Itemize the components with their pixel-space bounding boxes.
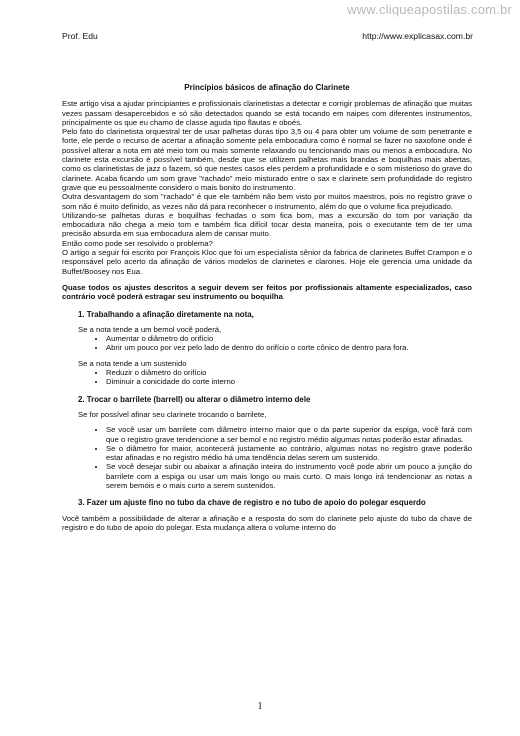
intro-paragraph: O artigo a seguir foi escrito por François Kloc que foi um especialista sênior da fabrica de clarinetes Buffet Crampon e o responsável pelo acerto da afinação de vários modelos de clarinetes e clarones. Hoje ele gerencia uma unidade da Buffet/Boosey nos Eua. xyxy=(62,248,472,276)
section3-text: Você também a possibilidade de alterar a afinação e a resposta do som do clarinete pelo ajuste do tubo da chave de registro e do tubo de apoio do polegar. Esta mudança altera o volume interno do xyxy=(62,513,472,532)
list-item: • Se você desejar subir ou abaixar a afinação inteira do instrumento você pode abrir um pouco a junção do barrilete com a espiga ou usar um mais longo ou mais curto. O mais longo irá tendencionar as notas a serem bemóis e o mais curto a serem sustenidos. xyxy=(106,462,472,490)
intro-paragraph: Este artigo visa a ajudar principiantes e profissionais clarinetistas a detectar e corrigir problemas de afinação que muitas vezes passam desapercebidos e só são detectados quando se está tocando em naipes com diferentes instrumentos, principalmente os que eu chamo de classe aguda tipo flautas e oboés. xyxy=(62,99,472,127)
watermark-text: www.cliqueapostilas.com.br xyxy=(347,2,512,17)
list-item: • Abrir um pouco por vez pelo lado de dentro do orifício o corte cônico de dentro para fora. xyxy=(106,343,472,352)
section1-body xyxy=(62,325,472,387)
section2-text: Se for possível afinar seu clarinete trocando o barrilete, xyxy=(78,409,267,419)
article-body xyxy=(62,83,472,532)
intro-paragraph: Utilizando-se palhetas duras e boquilhas fechadas o som fica bom, mas a excursão do tom por variação da embocadura não chega a meio tom e também fica difícil tocar desta maneira, pois o executante tem de ter uma precisão absurda em sua embocadura alem de cansar muito. xyxy=(62,210,472,239)
section1-flat-list xyxy=(78,334,472,353)
section1-sharp-list xyxy=(78,368,472,387)
intro-paragraph: Outra desvantagem do som "rachado" é que ele também não bem visto por muitos maestros, pois no registro grave o som não é muito definido, as vezes não dá para reconhecer o instrumento, além do que o volume fica prejudicado. xyxy=(62,192,472,211)
list-item: • Se você usar um barrilete com diâmetro interno maior que o da parte superior da espiga, você fará com que o registro grave tendencione a ser bemol e no registro médio algumas notas poderão estar afinadas. xyxy=(106,425,472,444)
section2-list xyxy=(78,425,472,490)
intro-paragraph: Pelo fato do clarinetista orquestral ter de usar palhetas duras tipo 3,5 ou 4 para obter um volume de som penetrante e forte, ele perde o recurso de acertar a afinação somente pela embocadura como é normal se fazer no saxofone onde é possível alterar a nota em até meio tom ou mais somente relaxando ou tencionando mais ou menos a embocadura. No clarinete esta excursão é possível também, desde que se utilizem palhetas mais brandas e boquilhas mais abertas, como os clarinetistas de jazz o fazem, só que nestes casos eles perdem a profundidade e o som misterioso do grave do clarinete. Acaba ficando um som grave "rachado" meio misturado entre o sax e clarinete sem profundidade do registro grave que eu pessoalmente considero o mais bonito do instrumento. xyxy=(62,127,472,192)
warning-end: . xyxy=(282,292,285,302)
intro-question: Então como pode ser resolvido o problema? xyxy=(62,238,213,248)
section1-heading: 1. Trabalhando a afinação diretamente na nota, xyxy=(78,309,254,319)
section1-flat-text: Se a nota tende a um bemol você poderá, xyxy=(78,324,222,334)
article-title: Princípios básicos de afinação do Clarinete xyxy=(184,83,350,92)
section2-heading: 2. Trocar o barrilete (barrell) ou alterar o diâmetro interno dele xyxy=(78,394,311,404)
warning-bold-text: Quase todos os ajustes descritos a seguir devem ser feitos por profissionais altamente especializados, caso contrário você poderá estragar seu instrumento ou boquilha xyxy=(62,282,472,302)
header-author: Prof. Edu xyxy=(62,31,98,41)
page-number: 1 xyxy=(257,701,263,712)
header-url: http://www.explicasax.com.br xyxy=(362,31,473,41)
section1-sharp-text: Se a nota tende a um sustenido xyxy=(78,358,187,368)
list-item: • Se o diâmetro for maior, acontecerá justamente ao contrário, algumas notas no registro grave poderão estar afinadas e no registro médio há uma tendência delas serem um sustenido. xyxy=(106,444,472,463)
warning-paragraph xyxy=(62,283,472,302)
section2-body xyxy=(62,410,472,490)
list-item: • Aumentar o diâmetro do orifício xyxy=(106,334,472,343)
list-item: • Reduzir o diâmetro do orifício xyxy=(106,368,472,377)
section3-heading: 3. Fazer um ajuste fino no tubo da chave de registro e no tubo de apoio do polegar esquerdo xyxy=(78,498,426,508)
list-item: • Diminuir a conicidade do corte interno xyxy=(106,377,472,386)
